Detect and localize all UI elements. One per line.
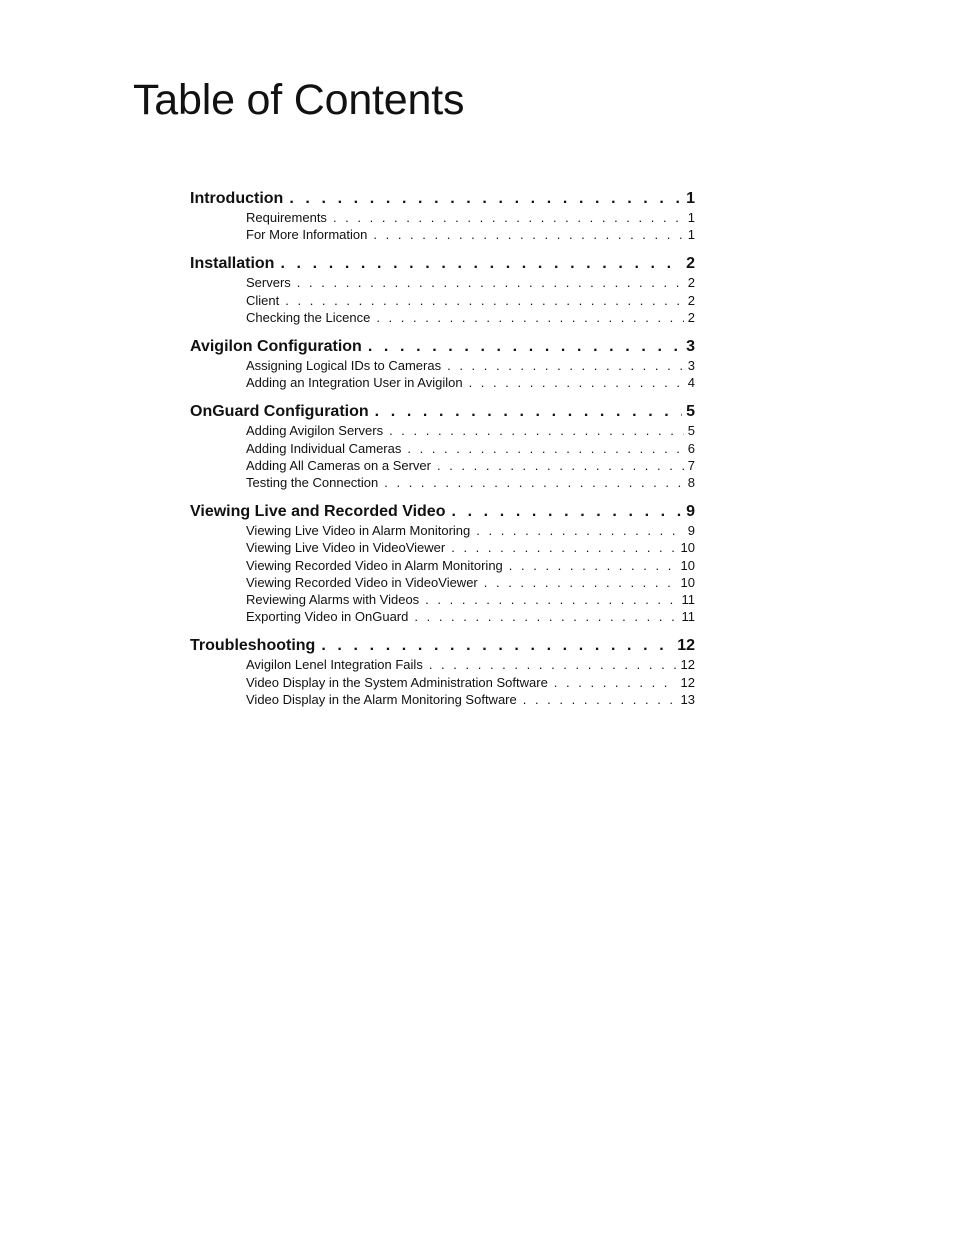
toc-section [190,636,695,708]
toc-page-number: 12 [680,674,695,690]
toc-entry-title: Viewing Recorded Video in VideoViewer [246,574,478,590]
toc-entry-title: Adding Avigilon Servers [246,423,384,439]
toc-page-number: 12 [677,637,695,655]
toc-entry-title: Adding All Cameras on a Server [246,457,431,473]
toc-page-number: 6 [687,440,695,456]
dot-leader [373,226,683,243]
dot-leader [554,674,677,691]
toc-page-number: 3 [686,338,695,356]
toc-entry-link[interactable] [190,209,695,226]
dot-leader [447,357,684,374]
toc-entry-link[interactable] [190,357,695,374]
toc-entry-link[interactable] [190,374,695,391]
dot-leader [523,691,677,708]
toc-entry-link[interactable] [190,674,695,691]
toc-page-number: 3 [687,358,695,374]
toc-entry-title: Checking the Licence [246,309,371,325]
toc-page-number: 11 [681,592,695,608]
toc-entry-title: Requirements [246,210,327,225]
dot-leader [484,574,677,591]
dot-leader [368,337,682,357]
toc-section [190,337,695,391]
toc-entry-link[interactable] [190,226,695,243]
dot-leader [451,539,676,556]
toc-page-number: 7 [687,457,695,473]
toc-entry-title: Exporting Video in OnGuard [246,609,409,625]
dot-leader [451,502,682,522]
dot-leader [321,636,673,656]
toc-page-number: 8 [687,475,695,491]
dot-leader [389,422,684,439]
toc-page-number: 1 [686,190,695,207]
toc-section [190,254,695,326]
toc-entry-title: Viewing Live Video in VideoViewer [246,540,446,556]
toc-entry-title: Video Display in the Alarm Monitoring Software [246,691,517,707]
dot-leader [407,440,683,457]
toc-entry-link[interactable] [190,309,695,326]
toc-section [190,189,695,243]
toc-page-number: 12 [680,657,695,673]
toc-chapter-title: Viewing Live and Recorded Video [190,503,446,521]
toc-entry-title: Testing the Connection [246,475,379,491]
toc-entry-link[interactable] [190,457,695,474]
toc-entry-link[interactable] [190,656,695,673]
dot-leader [437,457,684,474]
toc-page-number: 9 [687,523,695,539]
toc-page-number: 2 [687,275,695,291]
toc-page-number: 11 [681,609,695,625]
toc-entry-title: Servers [246,275,291,291]
toc-entry-link[interactable] [190,608,695,625]
dot-leader [414,608,677,625]
toc-entry-title: Client [246,292,280,308]
toc-chapter-link[interactable] [190,402,695,422]
toc-entry-title: Adding Individual Cameras [246,440,402,456]
toc-entry-title: Video Display in the System Administration Software [246,674,548,690]
toc-page-number: 4 [687,375,695,391]
toc-entry-title: Viewing Recorded Video in Alarm Monitoring [246,557,503,573]
toc-entry-title: Reviewing Alarms with Videos [246,592,420,608]
toc-entry-link[interactable] [190,522,695,539]
toc-entry-title: Assigning Logical IDs to Cameras [246,358,442,374]
toc-entry-link[interactable] [190,292,695,309]
dot-leader [375,402,682,422]
toc-section [190,402,695,491]
toc-chapter-link[interactable] [190,502,695,522]
toc-section [190,502,695,625]
toc-chapter-link[interactable] [190,636,695,656]
dot-leader [333,209,684,226]
dot-leader [289,189,682,209]
toc-entry-title: Viewing Live Video in Alarm Monitoring [246,523,471,539]
toc-page-number: 10 [680,574,695,590]
toc-page-number: 13 [680,691,695,707]
dot-leader [429,656,677,673]
toc-page-number: 5 [687,423,695,439]
toc-entry-link[interactable] [190,591,695,608]
dot-leader [280,254,682,274]
toc-chapter-title: Troubleshooting [190,637,316,655]
toc-page-number: 2 [687,309,695,325]
dot-leader [469,374,684,391]
toc-entry-link[interactable] [190,539,695,556]
toc-entry-link[interactable] [190,440,695,457]
toc-entry-link[interactable] [190,574,695,591]
toc-entry-link[interactable] [190,557,695,574]
dot-leader [297,274,684,291]
toc-page-number: 5 [686,403,695,421]
dot-leader [476,522,684,539]
toc-entry-title: Adding an Integration User in Avigilon [246,375,463,391]
toc-chapter-title: Introduction [190,190,284,207]
toc-chapter-title: OnGuard Configuration [190,403,369,421]
toc-chapter-title: Avigilon Configuration [190,338,362,356]
table-of-contents [190,189,695,719]
dot-leader [425,591,677,608]
toc-entry-link[interactable] [190,474,695,491]
toc-chapter-link[interactable] [190,189,695,209]
toc-page-number: 1 [687,210,695,225]
toc-entry-link[interactable] [190,422,695,439]
toc-entry-link[interactable] [190,691,695,708]
dot-leader [509,557,677,574]
toc-chapter-link[interactable] [190,254,695,274]
toc-chapter-link[interactable] [190,337,695,357]
toc-page-number: 10 [680,557,695,573]
toc-entry-title: Avigilon Lenel Integration Fails [246,657,423,673]
toc-page-number: 10 [680,540,695,556]
toc-chapter-title: Installation [190,255,275,273]
dot-leader [384,474,684,491]
toc-page-number: 2 [686,255,695,273]
toc-page-number: 1 [687,227,695,243]
toc-page-number: 2 [687,292,695,308]
toc-entry-link[interactable] [190,274,695,291]
page-title: Table of Contents [133,76,465,124]
toc-entry-title: For More Information [246,227,368,243]
dot-leader [285,292,684,309]
dot-leader [376,309,683,326]
toc-page-number: 9 [686,503,695,521]
